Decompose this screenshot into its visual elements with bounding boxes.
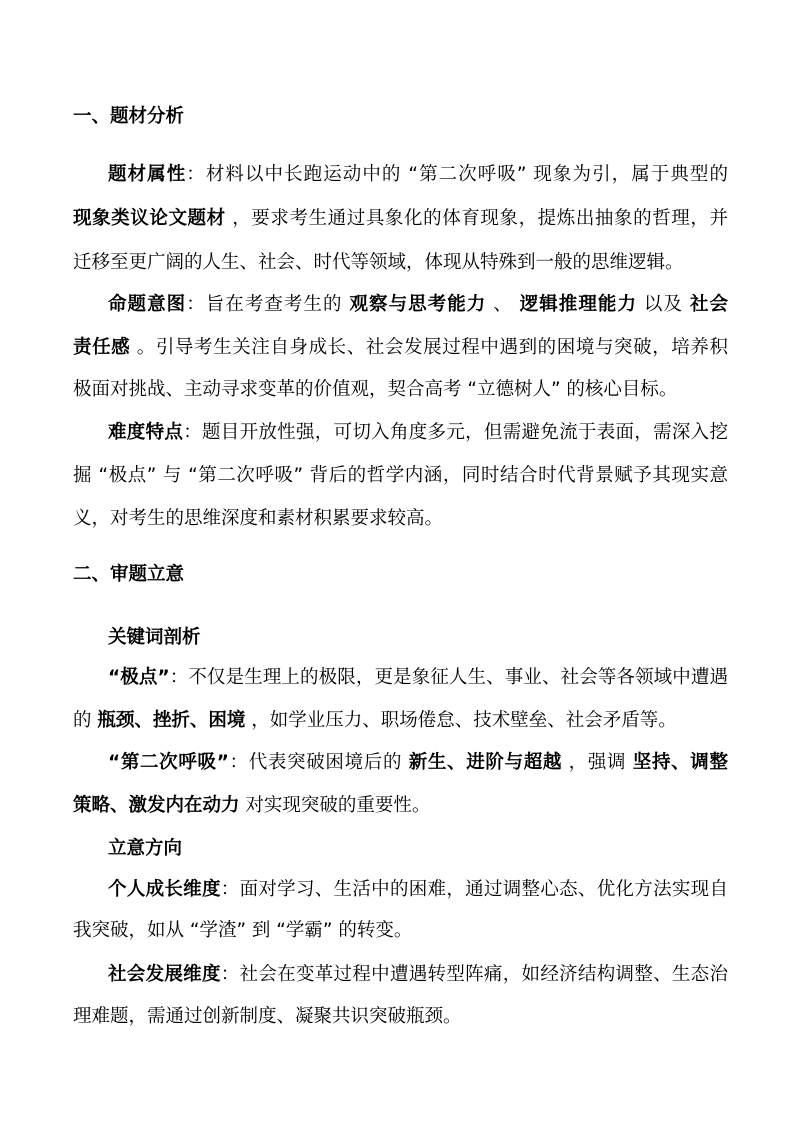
text: 以及 — [637, 294, 690, 315]
text: 。引导考生关注自身成长、社会发展过程中遇到的困境与突破，培养积 — [130, 337, 728, 358]
bold-phrase: 坚持、调整 — [632, 752, 728, 773]
label-second-breath: “第二次呼吸” — [108, 752, 229, 773]
paragraph-topic-attribute-line-3: 迁移至更广阔的人生、社会、时代等领域，体现从特殊到一般的思维逻辑。 — [73, 252, 684, 273]
label-social: 社会发展维度 — [108, 964, 221, 985]
text: ：材料以中长跑运动中的 “第二次呼吸” 现象为引，属于典型的 — [186, 164, 728, 185]
paragraph-second-breath-line-2 — [73, 793, 728, 819]
paragraph-intent-line-2 — [73, 335, 728, 361]
section-heading-1: 一、题材分析 — [73, 106, 185, 127]
text: 的 — [73, 710, 98, 731]
bold-phrase: 策略、激发内在动力 — [73, 795, 240, 816]
text: ：题目开放性强，可切入角度多元，但需避免流于表面，需深入挖 — [183, 422, 728, 443]
text: ：旨在考查考生的 — [186, 294, 350, 315]
bold-phrase: 逻辑推理能力 — [519, 294, 637, 315]
label-jidian: “极点” — [108, 667, 170, 688]
bold-phrase: 瓶颈、挫折、困境 — [97, 710, 246, 731]
bold-phrase: 现象类议论文题材 — [73, 208, 226, 229]
text: ：不仅是生理上的极限，更是象征人生、事业、社会等各领域中遭遇 — [169, 667, 728, 688]
label-difficulty: 难度特点 — [108, 422, 184, 443]
text: ，强调 — [562, 752, 633, 773]
paragraph-difficulty-line-1 — [108, 420, 728, 446]
paragraph-social-line-1 — [108, 962, 728, 988]
bold-phrase: 观察与思考能力 — [349, 294, 487, 315]
paragraph-personal-line-2: 我突破，如从 “学渣” 到 “学霸” 的转变。 — [73, 920, 413, 941]
subheading-keywords: 关键词剖析 — [108, 627, 201, 648]
paragraph-second-breath-line-1 — [108, 750, 728, 776]
bold-phrase: 社会 — [689, 294, 728, 315]
subheading-directions: 立意方向 — [108, 838, 183, 859]
label-topic-attribute: 题材属性 — [108, 164, 187, 185]
text: 、 — [486, 294, 520, 315]
text: ，要求考生通过具象化的体育现象，提炼出抽象的哲理，并 — [225, 208, 728, 229]
text: ：社会在变革过程中遭遇转型阵痛，如经济结构调整、生态治 — [220, 964, 728, 985]
label-intent: 命题意图 — [108, 294, 187, 315]
text: ，如学业压力、职场倦怠、技术壁垒、社会矛盾等。 — [245, 710, 677, 731]
paragraph-personal-line-1 — [108, 877, 728, 903]
paragraph-topic-attribute-line-2 — [73, 206, 728, 232]
bold-phrase: 新生、进阶与超越 — [408, 752, 563, 773]
paragraph-intent-line-1 — [108, 292, 728, 318]
label-personal: 个人成长维度 — [108, 879, 221, 900]
text: ：代表突破困境后的 — [228, 752, 409, 773]
paragraph-intent-line-3: 极面对挑战、主动寻求变革的价值观，契合高考 “立德树人” 的核心目标。 — [73, 379, 678, 400]
paragraph-topic-attribute-line-1 — [108, 162, 728, 188]
paragraph-jidian-line-1 — [108, 665, 728, 691]
bold-phrase: 责任感 — [73, 337, 131, 358]
paragraph-difficulty-line-2: 掘 “极点” 与 “第二次呼吸” 背后的哲学内涵，同时结合时代背景赋予其现实意 — [73, 465, 728, 486]
paragraph-jidian-line-2 — [73, 708, 728, 734]
text: ：面对学习、生活中的困难，通过调整心态、优化方法实现自 — [220, 879, 728, 900]
text: 对实现突破的重要性。 — [239, 795, 431, 816]
paragraph-difficulty-line-3: 义，对考生的思维深度和素材积累要求较高。 — [73, 508, 444, 529]
paragraph-social-line-2: 理难题，需通过创新制度、凝聚共识突破瓶颈。 — [73, 1006, 462, 1027]
section-heading-2: 二、审题立意 — [73, 564, 185, 585]
